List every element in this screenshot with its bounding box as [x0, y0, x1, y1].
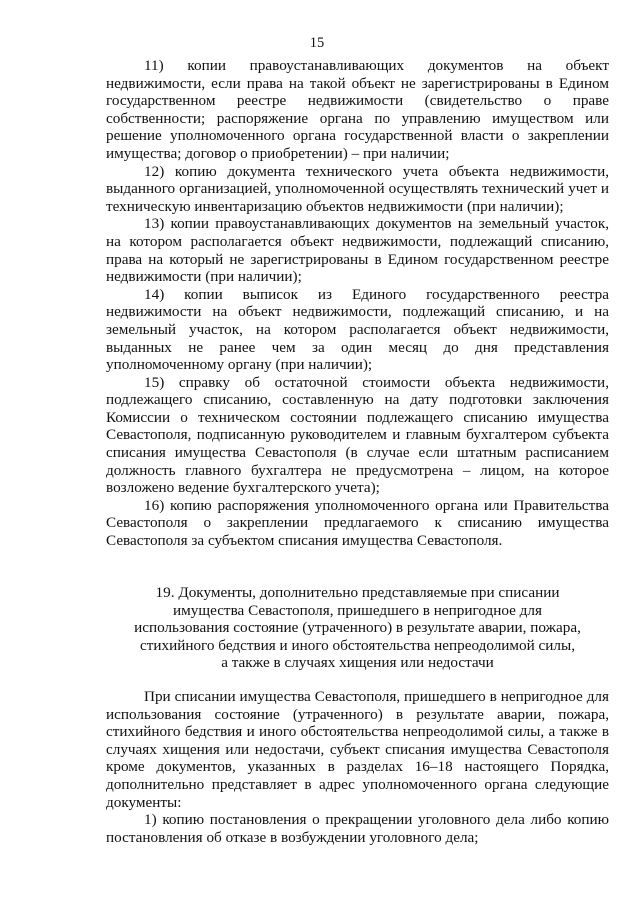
- list-item-12: 12) копию документа технического учета объекта недвижимости, выданного организацией, уполномоченной осуществлять технический учет и техническую инвентаризацию объектов недвижимости (при наличии);: [106, 162, 609, 215]
- page-number: 15: [309, 35, 325, 51]
- heading-line: имущества Севастополя, пришедшего в непригодное для: [173, 601, 542, 619]
- list-item-15: 15) справку об остаточной стоимости объекта недвижимости, подлежащего списанию, составленную на дату подготовки заключения Комиссии о техническом состоянии подлежащего списанию имущества Севастополя, подписанную руководителем и главным бухгалтером субъекта списания имущества Севастополя (в случае если штатным расписанием должность главного бухгалтера не предусмотрена – лицом, на которое возложено ведение бухгалтерского учета);: [106, 373, 609, 497]
- section-intro-paragraph: При списании имущества Севастополя, пришедшего в непригодное для использования состояние (утраченного) в результате аварии, пожара, стихийного бедствия и иного обстоятельства непреодолимой силы, а также в случаях хищения или недостачи, субъект списания имущества Севастополя кроме документов, указанных в разделах 16–18 настоящего Порядка, дополнительно представляет в адрес уполномоченного органа следующие документы:: [106, 688, 609, 811]
- list-item-14: 14) копии выписок из Единого государственного реестра недвижимости на объект недвижимости, подлежащий списанию, и на земельный участок, на котором располагается объект недвижимости, выданных не ранее чем за один месяц до дня представления уполномоченному органу (при наличии);: [106, 285, 609, 374]
- section-list-item-1: 1) копию постановления о прекращении уголовного дела либо копию постановления об отказе в возбуждении уголовного дела;: [106, 811, 609, 846]
- section-heading: [106, 584, 609, 672]
- document-list: [106, 57, 609, 550]
- heading-line: 19. Документы, дополнительно представляемые при списании: [155, 584, 560, 601]
- heading-line: использования состояние (утраченного) в результате аварии, пожара,: [134, 619, 581, 637]
- section-body: [106, 688, 609, 846]
- list-item-11: 11) копии правоустанавливающих документов на объект недвижимости, если права на такой объект не зарегистрированы в Едином государственном реестре недвижимости (свидетельство о праве собственности; распоряжение органа по управлению имуществом или решение уполномоченного органа государственной власти о закреплении имущества; договор о приобретении) – при наличии;: [106, 57, 609, 162]
- list-item-16: 16) копию распоряжения уполномоченного органа или Правительства Севастополя о закреплении предлагаемого к списанию имущества Севастополя за субъектом списания имущества Севастополя.: [106, 496, 609, 550]
- heading-line: стихийного бедствия и иного обстоятельства непреодолимой силы,: [139, 636, 576, 654]
- heading-line: а также в случаях хищения или недостачи: [221, 654, 494, 672]
- list-item-13: 13) копии правоустанавливающих документов на земельный участок, на котором располагается объект недвижимости, подлежащий списанию, права на который не зарегистрированы в Едином государственном реестре недвижимости (при наличии);: [106, 215, 609, 286]
